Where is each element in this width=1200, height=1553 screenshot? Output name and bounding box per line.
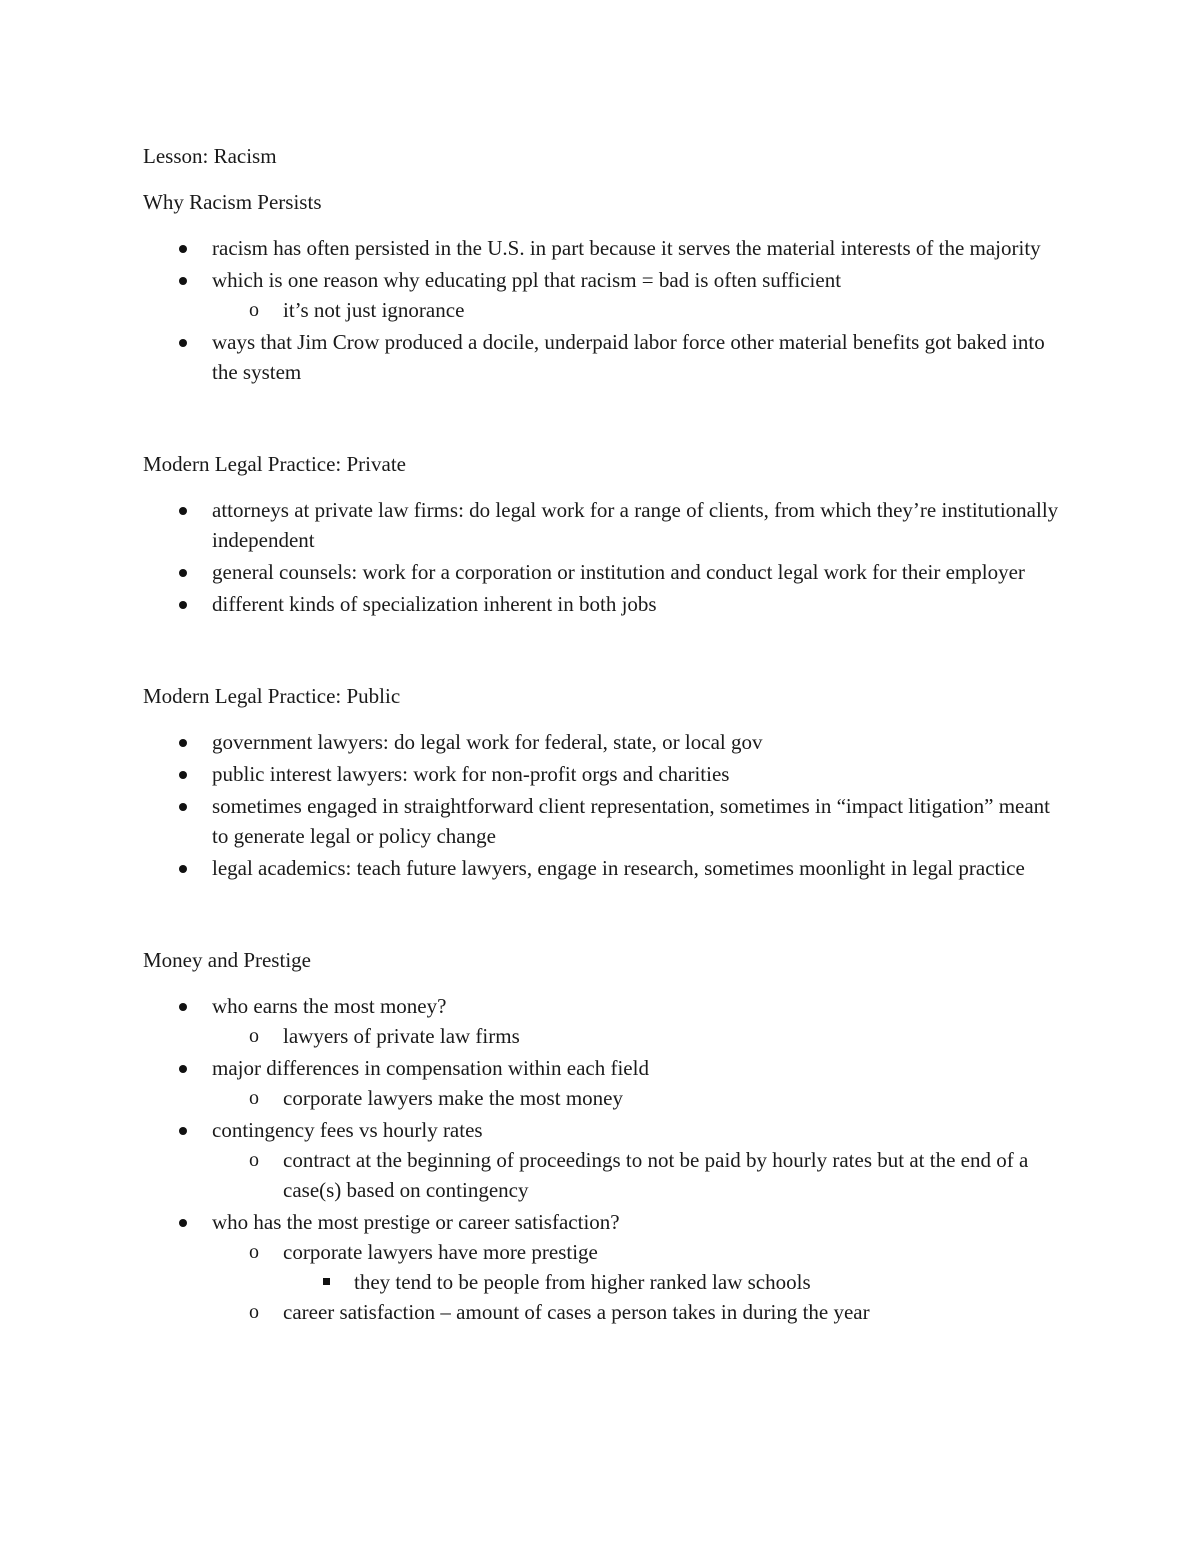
list-item-text: attorneys at private law firms: do legal work for a range of clients, from which they’re institutionally independent xyxy=(212,498,1059,552)
bullet-icon xyxy=(179,601,187,609)
bullet-icon xyxy=(179,739,187,747)
bullet-icon xyxy=(179,507,187,515)
section-heading: Money and Prestige xyxy=(143,948,311,972)
sub-list-item-text: contract at the beginning of proceedings to not be paid by hourly rates but at the end of a case(s) based on contingency xyxy=(283,1148,1029,1202)
sub-list-item xyxy=(212,1297,1063,1327)
list-item xyxy=(143,791,1063,851)
list-item xyxy=(143,727,1063,757)
sub-list-item-text: corporate lawyers make the most money xyxy=(283,1086,623,1110)
lesson-title: Lesson: Racism xyxy=(143,144,277,168)
list-item xyxy=(143,265,1063,325)
section-why-racism-persists xyxy=(143,187,1063,387)
bullet-icon xyxy=(179,339,187,347)
sub-sub-list-item-text: they tend to be people from higher ranked law schools xyxy=(354,1270,811,1294)
list-item-text: contingency fees vs hourly rates xyxy=(212,1118,483,1142)
sub-list-item-text: corporate lawyers have more prestige xyxy=(283,1240,598,1264)
section-heading: Modern Legal Practice: Public xyxy=(143,684,401,708)
bullet-list xyxy=(143,991,1063,1327)
sub-sub-list xyxy=(354,1267,1063,1297)
list-item-text: racism has often persisted in the U.S. in part because it serves the material interests of the majority xyxy=(212,236,1041,260)
list-item xyxy=(143,557,1063,587)
list-item-text: which is one reason why educating ppl that racism = bad is often sufficient xyxy=(212,268,842,292)
section-heading: Modern Legal Practice: Private xyxy=(143,452,406,476)
sub-list xyxy=(249,1021,1063,1051)
list-item xyxy=(143,327,1063,387)
bullet-list xyxy=(143,233,1063,387)
list-item-text: who has the most prestige or career satisfaction? xyxy=(212,1210,620,1234)
bullet-list xyxy=(143,727,1063,883)
list-item-text: legal academics: teach future lawyers, engage in research, sometimes moonlight in legal practice xyxy=(212,856,1025,880)
list-item xyxy=(143,233,1063,263)
circle-bullet-icon: o xyxy=(249,1241,259,1263)
sub-list-item xyxy=(212,1145,1063,1205)
bullet-icon xyxy=(179,569,187,577)
list-item-text: major differences in compensation within each field xyxy=(212,1056,649,1080)
list-item xyxy=(143,853,1063,883)
list-item xyxy=(143,1053,1063,1113)
bullet-icon xyxy=(179,1003,187,1011)
sub-list xyxy=(249,1145,1063,1205)
circle-bullet-icon: o xyxy=(249,299,259,321)
bullet-icon xyxy=(179,277,187,285)
list-item-text: sometimes engaged in straightforward client representation, sometimes in “impact litigation” meant to generate legal or policy change xyxy=(212,794,1051,848)
list-item xyxy=(143,495,1063,555)
list-item xyxy=(143,1115,1063,1205)
sub-list xyxy=(249,1237,1063,1327)
bullet-icon xyxy=(179,245,187,253)
section-money-and-prestige xyxy=(143,945,1063,1327)
section-legal-practice-public xyxy=(143,681,1063,883)
sub-list-item-text: lawyers of private law firms xyxy=(283,1024,520,1048)
bullet-icon xyxy=(179,1219,187,1227)
circle-bullet-icon: o xyxy=(249,1025,259,1047)
bullet-icon xyxy=(179,771,187,779)
list-item-text: ways that Jim Crow produced a docile, underpaid labor force other material benefits got baked into the system xyxy=(212,330,1045,384)
sub-list xyxy=(249,1083,1063,1113)
document-page xyxy=(143,141,1063,1329)
bullet-icon xyxy=(179,1127,187,1135)
sub-list-item xyxy=(212,1237,1063,1297)
sub-list-item-text: career satisfaction – amount of cases a person takes in during the year xyxy=(283,1300,870,1324)
list-item xyxy=(143,991,1063,1051)
list-item-text: who earns the most money? xyxy=(212,994,447,1018)
circle-bullet-icon: o xyxy=(249,1149,259,1171)
bullet-list xyxy=(143,495,1063,619)
list-item xyxy=(143,759,1063,789)
list-item xyxy=(143,589,1063,619)
square-bullet-icon xyxy=(323,1278,330,1285)
section-heading: Why Racism Persists xyxy=(143,190,322,214)
sub-sub-list-item xyxy=(283,1267,1063,1297)
section-legal-practice-private xyxy=(143,449,1063,619)
list-item xyxy=(143,1207,1063,1327)
sub-list xyxy=(249,295,1063,325)
sub-list-item xyxy=(212,1021,1063,1051)
list-item-text: different kinds of specialization inherent in both jobs xyxy=(212,592,657,616)
bullet-icon xyxy=(179,803,187,811)
list-item-text: public interest lawyers: work for non-profit orgs and charities xyxy=(212,762,730,786)
sub-list-item-text: it’s not just ignorance xyxy=(283,298,465,322)
list-item-text: general counsels: work for a corporation or institution and conduct legal work for their employer xyxy=(212,560,1025,584)
sub-list-item xyxy=(212,295,1063,325)
circle-bullet-icon: o xyxy=(249,1087,259,1109)
list-item-text: government lawyers: do legal work for federal, state, or local gov xyxy=(212,730,763,754)
bullet-icon xyxy=(179,865,187,873)
sub-list-item xyxy=(212,1083,1063,1113)
bullet-icon xyxy=(179,1065,187,1073)
circle-bullet-icon: o xyxy=(249,1301,259,1323)
